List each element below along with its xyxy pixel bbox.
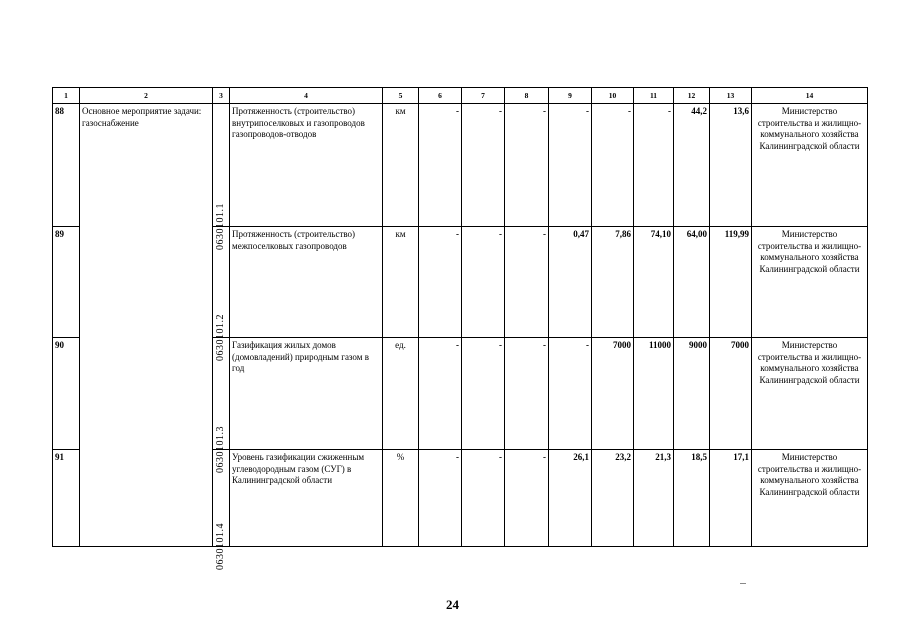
column-number-header-row — [53, 88, 868, 104]
column-number-header: 14 — [752, 88, 868, 104]
responsible-executor: Министерство строительства и жилищно-коммунального хозяйства Калининградской области — [752, 338, 868, 450]
value-cell: - — [419, 338, 462, 450]
column-number-header: 3 — [213, 88, 230, 104]
value-cell: - — [419, 450, 462, 547]
row-number: 88 — [53, 104, 80, 227]
value-cell: - — [462, 104, 505, 227]
column-number-header: 1 — [53, 88, 80, 104]
column-number-header: 6 — [419, 88, 462, 104]
unit-of-measure: км — [383, 227, 419, 338]
value-cell: - — [505, 338, 549, 450]
value-cell: 9000 — [674, 338, 710, 450]
value-cell: - — [505, 104, 549, 227]
indicator-code: 0630101.2 — [213, 227, 230, 338]
column-number-header: 10 — [592, 88, 634, 104]
value-cell: 23,2 — [592, 450, 634, 547]
column-number-header: 7 — [462, 88, 505, 104]
indicators-table — [52, 87, 868, 570]
responsible-executor: Министерство строительства и жилищно-коммунального хозяйства Калининградской области — [752, 450, 868, 547]
value-cell: 13,6 — [710, 104, 752, 227]
row-number: 89 — [53, 227, 80, 338]
scan-mark — [740, 583, 746, 584]
value-cell: - — [419, 104, 462, 227]
value-cell: 7000 — [592, 338, 634, 450]
column-number-header: 9 — [549, 88, 592, 104]
indicator-code: 0630101.3 — [213, 338, 230, 450]
column-number-header: 12 — [674, 88, 710, 104]
indicator-name: Уровень газификации сжиженным углеводородным газом (СУГ) в Калининградской области — [230, 450, 383, 547]
task-description: Основное мероприятие задачи: газоснабжение — [80, 104, 213, 547]
indicator-name: Протяженность (строительство) внутрипоселковых и газопроводов газопроводов-отводов — [230, 104, 383, 227]
value-cell: 64,00 — [674, 227, 710, 338]
indicator-code: 0630101.4 — [213, 450, 230, 547]
row-number: 90 — [53, 338, 80, 450]
value-cell: - — [462, 338, 505, 450]
value-cell: 17,1 — [710, 450, 752, 547]
column-number-header: 13 — [710, 88, 752, 104]
value-cell: - — [462, 450, 505, 547]
value-cell: - — [505, 227, 549, 338]
column-number-header: 11 — [634, 88, 674, 104]
indicator-name: Газификация жилых домов (домовладений) природным газом в год — [230, 338, 383, 450]
indicator-code: 0630101.1 — [213, 104, 230, 227]
indicator-name: Протяженность (строительство) межпоселковых газопроводов — [230, 227, 383, 338]
table-row — [53, 104, 868, 227]
value-cell: - — [549, 104, 592, 227]
value-cell: 7,86 — [592, 227, 634, 338]
value-cell: - — [462, 227, 505, 338]
unit-of-measure: ед. — [383, 338, 419, 450]
page-number: 24 — [446, 597, 459, 612]
column-number-header: 5 — [383, 88, 419, 104]
column-number-header: 2 — [80, 88, 213, 104]
value-cell: 0,47 — [549, 227, 592, 338]
value-cell: 11000 — [634, 338, 674, 450]
value-cell: - — [505, 450, 549, 547]
value-cell: 18,5 — [674, 450, 710, 547]
value-cell: - — [592, 104, 634, 227]
value-cell: - — [419, 227, 462, 338]
unit-of-measure: км — [383, 104, 419, 227]
value-cell: 21,3 — [634, 450, 674, 547]
row-number: 91 — [53, 450, 80, 547]
responsible-executor: Министерство строительства и жилищно-коммунального хозяйства Калининградской области — [752, 104, 868, 227]
unit-of-measure: % — [383, 450, 419, 547]
column-number-header: 4 — [230, 88, 383, 104]
column-number-header: 8 — [505, 88, 549, 104]
responsible-executor: Министерство строительства и жилищно-коммунального хозяйства Калининградской области — [752, 227, 868, 338]
value-cell: 74,10 — [634, 227, 674, 338]
value-cell: - — [549, 338, 592, 450]
value-cell: 119,99 — [710, 227, 752, 338]
value-cell: - — [634, 104, 674, 227]
value-cell: 26,1 — [549, 450, 592, 547]
value-cell: 44,2 — [674, 104, 710, 227]
value-cell: 7000 — [710, 338, 752, 450]
